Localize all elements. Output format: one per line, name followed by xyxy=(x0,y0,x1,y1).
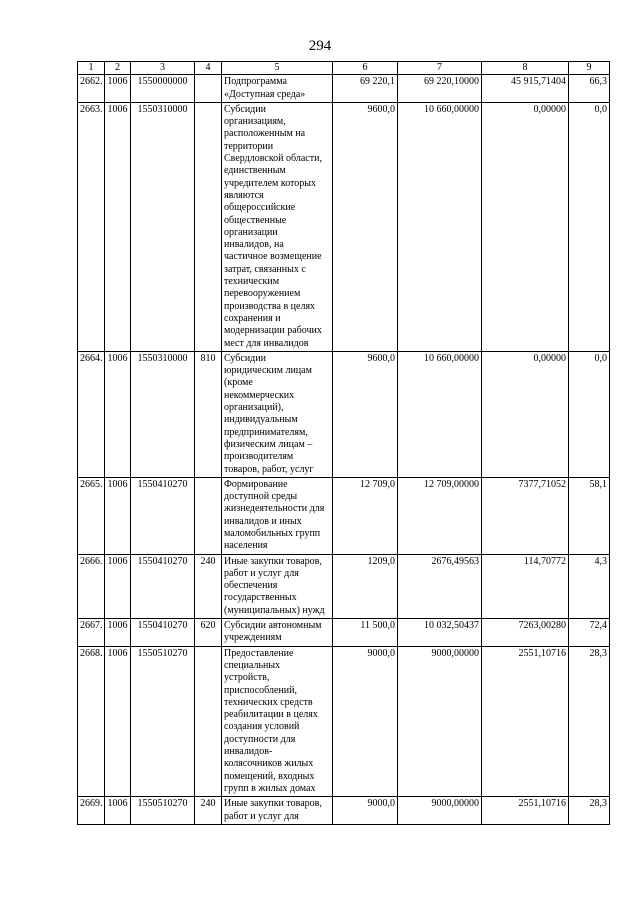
execution-percent: 28,3 xyxy=(569,646,610,797)
expense-kind-code: 240 xyxy=(195,554,222,618)
target-article-code: 1550000000 xyxy=(131,75,195,103)
table-body xyxy=(78,75,610,825)
item-name: Формирование доступной среды жизнедеятельности для инвалидов и иных маломобильных групп населения xyxy=(222,477,333,554)
execution-percent: 4,3 xyxy=(569,554,610,618)
item-name: Иные закупки товаров, работ и услуг для обеспечения государственных (муниципальных) нужд xyxy=(222,554,333,618)
refined-amount: 9000,00000 xyxy=(398,797,482,825)
column-numbers-row xyxy=(78,62,610,75)
planned-amount: 9600,0 xyxy=(333,351,398,477)
execution-percent: 0,0 xyxy=(569,351,610,477)
row-number: 2663. xyxy=(78,102,105,351)
target-article-code: 1550310000 xyxy=(131,351,195,477)
item-name: Субсидии автономным учреждениям xyxy=(222,619,333,647)
refined-amount: 2676,49563 xyxy=(398,554,482,618)
row-number: 2666. xyxy=(78,554,105,618)
row-number: 2667. xyxy=(78,619,105,647)
column-header-5: 5 xyxy=(222,62,333,75)
column-header-7: 7 xyxy=(398,62,482,75)
refined-amount: 10 660,00000 xyxy=(398,351,482,477)
executed-amount: 114,70772 xyxy=(482,554,569,618)
planned-amount: 1209,0 xyxy=(333,554,398,618)
section-code: 1006 xyxy=(105,797,131,825)
execution-percent: 28,3 xyxy=(569,797,610,825)
expense-kind-code: 810 xyxy=(195,351,222,477)
table-row xyxy=(78,646,610,797)
expense-kind-code xyxy=(195,477,222,554)
table-header xyxy=(78,62,610,75)
row-number: 2668. xyxy=(78,646,105,797)
planned-amount: 9600,0 xyxy=(333,102,398,351)
target-article-code: 1550310000 xyxy=(131,102,195,351)
target-article-code: 1550410270 xyxy=(131,477,195,554)
table-row xyxy=(78,619,610,647)
refined-amount: 12 709,00000 xyxy=(398,477,482,554)
section-code: 1006 xyxy=(105,102,131,351)
column-header-8: 8 xyxy=(482,62,569,75)
target-article-code: 1550410270 xyxy=(131,554,195,618)
planned-amount: 9000,0 xyxy=(333,646,398,797)
page-number: 294 xyxy=(308,38,332,54)
item-name: Предоставление специальных устройств, приспособлений, технических средств реабилитации в целях создания условий доступности для инвалидов- колясочников жилых помещений, входных групп в жилых домах xyxy=(222,646,333,797)
planned-amount: 69 220,1 xyxy=(333,75,398,103)
item-name: Подпрограмма «Доступная среда» xyxy=(222,75,333,103)
target-article-code: 1550510270 xyxy=(131,797,195,825)
row-number: 2669. xyxy=(78,797,105,825)
execution-percent: 72,4 xyxy=(569,619,610,647)
row-number: 2662. xyxy=(78,75,105,103)
executed-amount: 0,00000 xyxy=(482,102,569,351)
execution-percent: 0,0 xyxy=(569,102,610,351)
column-header-4: 4 xyxy=(195,62,222,75)
item-name: Субсидии юридическим лицам (кроме некоммерческих организаций), индивидуальным предпринимателям, физическим лицам – производителям товаров, работ, услуг xyxy=(222,351,333,477)
table-row xyxy=(78,797,610,825)
section-code: 1006 xyxy=(105,477,131,554)
refined-amount: 10 032,50437 xyxy=(398,619,482,647)
expense-kind-code xyxy=(195,646,222,797)
expense-kind-code: 620 xyxy=(195,619,222,647)
target-article-code: 1550410270 xyxy=(131,619,195,647)
section-code: 1006 xyxy=(105,646,131,797)
expense-kind-code xyxy=(195,102,222,351)
column-header-9: 9 xyxy=(569,62,610,75)
section-code: 1006 xyxy=(105,554,131,618)
item-name: Субсидии организациям, расположенным на территории Свердловской области, единственным учредителем которых являются общероссийские общественные организации инвалидов, на частичное возмещение затрат, связанных с техническим перевооружением производства в целях сохранения и модернизации рабочих мест для инвалидов xyxy=(222,102,333,351)
planned-amount: 11 500,0 xyxy=(333,619,398,647)
item-name: Иные закупки товаров, работ и услуг для xyxy=(222,797,333,825)
table-row xyxy=(78,351,610,477)
refined-amount: 10 660,00000 xyxy=(398,102,482,351)
executed-amount: 0,00000 xyxy=(482,351,569,477)
table-row xyxy=(78,75,610,103)
section-code: 1006 xyxy=(105,619,131,647)
target-article-code: 1550510270 xyxy=(131,646,195,797)
column-header-6: 6 xyxy=(333,62,398,75)
expense-kind-code xyxy=(195,75,222,103)
section-code: 1006 xyxy=(105,75,131,103)
planned-amount: 9000,0 xyxy=(333,797,398,825)
row-number: 2665. xyxy=(78,477,105,554)
row-number: 2664. xyxy=(78,351,105,477)
execution-percent: 58,1 xyxy=(569,477,610,554)
column-header-1: 1 xyxy=(78,62,105,75)
budget-table xyxy=(77,61,610,825)
executed-amount: 7377,71052 xyxy=(482,477,569,554)
executed-amount: 7263,00280 xyxy=(482,619,569,647)
planned-amount: 12 709,0 xyxy=(333,477,398,554)
refined-amount: 69 220,10000 xyxy=(398,75,482,103)
column-header-3: 3 xyxy=(131,62,195,75)
executed-amount: 2551,10716 xyxy=(482,646,569,797)
expense-kind-code: 240 xyxy=(195,797,222,825)
table-row xyxy=(78,477,610,554)
refined-amount: 9000,00000 xyxy=(398,646,482,797)
table-row xyxy=(78,102,610,351)
executed-amount: 2551,10716 xyxy=(482,797,569,825)
column-header-2: 2 xyxy=(105,62,131,75)
section-code: 1006 xyxy=(105,351,131,477)
table-row xyxy=(78,554,610,618)
executed-amount: 45 915,71404 xyxy=(482,75,569,103)
execution-percent: 66,3 xyxy=(569,75,610,103)
